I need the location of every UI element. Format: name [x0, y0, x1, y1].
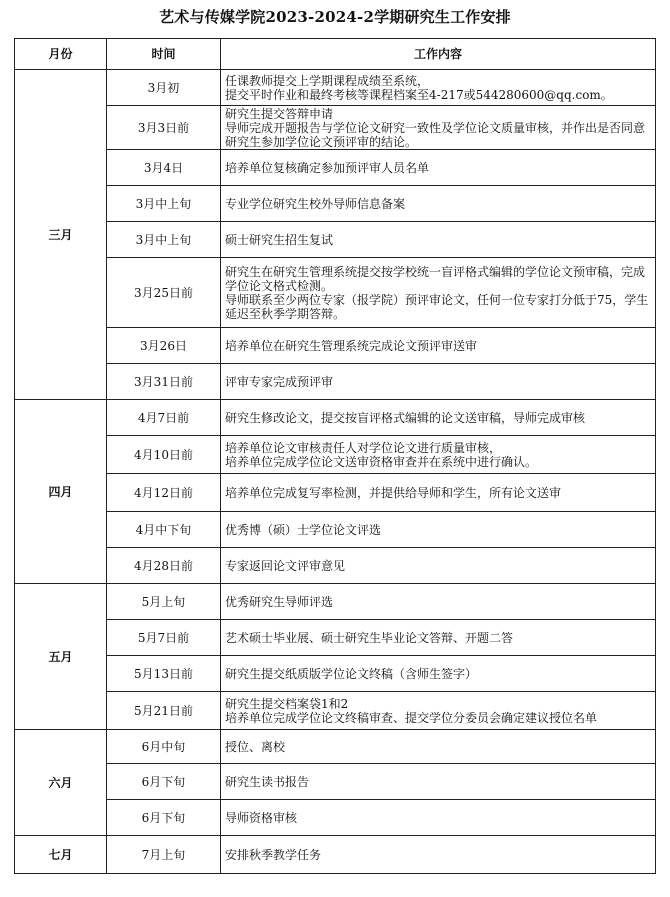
schedule-table [14, 38, 656, 874]
time-cell: 3月中上旬 [107, 222, 221, 258]
work-cell: 评审专家完成预评审 [221, 364, 656, 400]
header-time: 时间 [107, 39, 221, 70]
table-row [15, 620, 656, 656]
work-cell: 培养单位在研究生管理系统完成论文预评审送审 [221, 328, 656, 364]
table-row [15, 328, 656, 364]
table-row [15, 730, 656, 764]
work-cell: 研究生修改论文，提交按盲评格式编辑的论文送审稿，导师完成审核 [221, 400, 656, 436]
work-cell: 艺术硕士毕业展、硕士研究生毕业论文答辩、开题二答 [221, 620, 656, 656]
time-cell: 4月28日前 [107, 548, 221, 584]
table-row [15, 836, 656, 874]
table-row [15, 436, 656, 474]
time-cell: 4月10日前 [107, 436, 221, 474]
time-cell: 3月25日前 [107, 258, 221, 328]
work-cell: 专家返回论文评审意见 [221, 548, 656, 584]
work-cell: 培养单位完成复写率检测，并提供给导师和学生，所有论文送审 [221, 474, 656, 512]
work-cell: 研究生提交答辩申请 导师完成开题报告与学位论文研究一致性及学位论文质量审核，并作出是否同意研究生参加学位论文预评审的结论。 [221, 106, 656, 150]
time-cell: 3月3日前 [107, 106, 221, 150]
time-cell: 3月中上旬 [107, 186, 221, 222]
time-cell: 5月13日前 [107, 656, 221, 692]
month-cell: 六月 [15, 730, 107, 836]
work-cell: 研究生在研究生管理系统提交按学校统一盲评格式编辑的学位论文预审稿，完成学位论文格式检测。 导师联系至少两位专家（报学院）预评审论文，任何一位专家打分低于75，学生延迟至秋季学期答辩。 [221, 258, 656, 328]
table-row [15, 150, 656, 186]
table-row [15, 400, 656, 436]
work-cell: 培养单位复核确定参加预评审人员名单 [221, 150, 656, 186]
time-cell: 5月上旬 [107, 584, 221, 620]
time-cell: 7月上旬 [107, 836, 221, 874]
work-cell: 专业学位研究生校外导师信息备案 [221, 186, 656, 222]
work-cell: 培养单位论文审核责任人对学位论文进行质量审核， 培养单位完成学位论文送审资格审查并在系统中进行确认。 [221, 436, 656, 474]
work-cell: 研究生提交档案袋1和2 培养单位完成学位论文终稿审查、提交学位分委员会确定建议授位名单 [221, 692, 656, 730]
time-cell: 3月31日前 [107, 364, 221, 400]
work-cell: 优秀博（硕）士学位论文评选 [221, 512, 656, 548]
month-cell: 七月 [15, 836, 107, 874]
month-cell: 五月 [15, 584, 107, 730]
time-cell: 3月26日 [107, 328, 221, 364]
header-month: 月份 [15, 39, 107, 70]
work-cell: 授位、离校 [221, 730, 656, 764]
work-cell: 研究生提交纸质版学位论文终稿（含师生签字） [221, 656, 656, 692]
table-row [15, 70, 656, 106]
time-cell: 4月12日前 [107, 474, 221, 512]
header-row [15, 39, 656, 70]
month-cell: 四月 [15, 400, 107, 584]
work-cell: 研究生读书报告 [221, 764, 656, 800]
time-cell: 6月中旬 [107, 730, 221, 764]
time-cell: 3月4日 [107, 150, 221, 186]
work-cell: 任课教师提交上学期课程成绩至系统， 提交平时作业和最终考核等课程档案至4-217或544280600@qq.com。 [221, 70, 656, 106]
work-cell: 优秀研究生导师评选 [221, 584, 656, 620]
time-cell: 6月下旬 [107, 764, 221, 800]
table-row [15, 800, 656, 836]
page-title: 艺术与传媒学院2023-2024-2学期研究生工作安排 [159, 8, 511, 26]
time-cell: 5月21日前 [107, 692, 221, 730]
table-row [15, 186, 656, 222]
time-cell: 3月初 [107, 70, 221, 106]
time-cell: 5月7日前 [107, 620, 221, 656]
work-cell: 安排秋季教学任务 [221, 836, 656, 874]
month-cell: 三月 [15, 70, 107, 400]
table-row [15, 474, 656, 512]
time-cell: 4月7日前 [107, 400, 221, 436]
work-cell: 硕士研究生招生复试 [221, 222, 656, 258]
table-row [15, 258, 656, 328]
table-row [15, 364, 656, 400]
table-row [15, 548, 656, 584]
time-cell: 4月中下旬 [107, 512, 221, 548]
time-cell: 6月下旬 [107, 800, 221, 836]
table-row [15, 692, 656, 730]
table-row [15, 584, 656, 620]
schedule-body [15, 70, 656, 874]
table-row [15, 222, 656, 258]
table-row [15, 764, 656, 800]
table-row [15, 656, 656, 692]
work-cell: 导师资格审核 [221, 800, 656, 836]
header-work: 工作内容 [221, 39, 656, 70]
table-row [15, 512, 656, 548]
table-row [15, 106, 656, 150]
